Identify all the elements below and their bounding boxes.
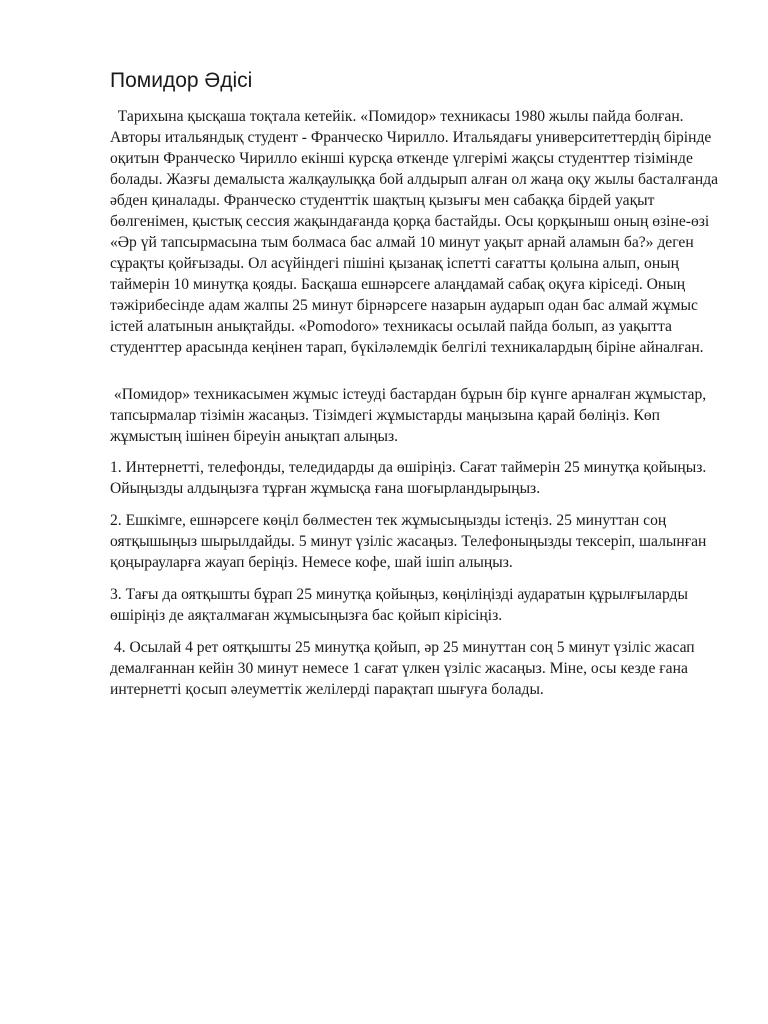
page-title: Помидор Әдісі: [110, 69, 253, 92]
preparation-paragraph: «Помидор» техникасымен жұмыс істеуді бастардан бұрын бір күнге арналған жұмыстар, тапсырмалар тізімін жасаңыз. Тізімдегі жұмыстарды маңызына қарай бөліңіз. Көп жұмыстың ішінен біреуін анықтап алыңыз.: [110, 386, 711, 445]
step-1-paragraph: 1. Интернетті, телефонды, теледидарды да өшіріңіз. Сағат таймерін 25 минутқа қойыңыз. Ойыңызды алдыңызға тұрған жұмысқа ғана шоғырландырыңыз.: [110, 459, 711, 497]
step-2-paragraph: 2. Ешкімге, ешнәрсеге көңіл бөлместен тек жұмысыңызды істеңіз. 25 минуттан соң оятқышыңыз шырылдайды. 5 минут үзіліс жасаңыз. Телефоныңызды тексеріп, шалынған қоңырауларға жауап беріңіз. Немесе кофе, шай ішіп алыңыз.: [110, 512, 711, 571]
document-page: [110, 66, 722, 711]
step-3-paragraph: 3. Тағы да оятқышты бұрап 25 минутқа қойыңыз, көңіліңізді аударатын құрылғыларды өшіріңіз де аяқталмаған жұмысыңызға бас қойып кірісіңіз.: [110, 586, 692, 624]
step-4-paragraph: 4. Осылай 4 рет оятқышты 25 минутқа қойып, әр 25 минуттан соң 5 минут үзіліс жасап демалғаннан кейін 30 минут немесе 1 сағат үлкен үзіліс жасаңыз. Міне, осы кезде ғана интернетті қосып әлеуметтік желілерді парақтап шығуға болады.: [110, 639, 699, 698]
history-paragraph: Тарихына қысқаша тоқтала кетейік. «Помидор» техникасы 1980 жылы пайда болған. Авторы итальяндық студент - Франческо Чирилло. Итальядағы университеттердің бірінде оқитын Франческо Чирилло екінші курсқа өткенде үлгерімі жақсы студенттер тізімінде болады. Жазғы демалыста жалқаулыққа бой алдырып алған ол жаңа оқу жылы басталғанда әбден қиналады. Франческо студенттік шақтың қызығы мен сабаққа бірдей уақыт бөлгенімен, қыстық сессия жақындағанда қорқа бастайды. Осы қорқыныш оның өзіне-өзі «Әр үй тапсырмасына тым болмаса бас алмай 10 минут уақыт арнай аламын ба?» деген сұрақты қойғызады. Ол асүйіндегі пішіні қызанақ іспетті сағатты қолына алып, оның таймерін 10 минутқа қояды. Басқаша ешнәрсеге алаңдамай сабақ оқуға кіріседі. Оның тәжірибесінде адам жалпы 25 минут бірнәрсеге назарын аударып одан бас алмай жұмыс істей алатынын анықтайды. «Pomodoro» техникасы осылай пайда болып, аз уақытта студенттер арасында кеңінен тарап, бүкіләлемдік белгілі техникалардың біріне айналған.: [110, 108, 723, 356]
